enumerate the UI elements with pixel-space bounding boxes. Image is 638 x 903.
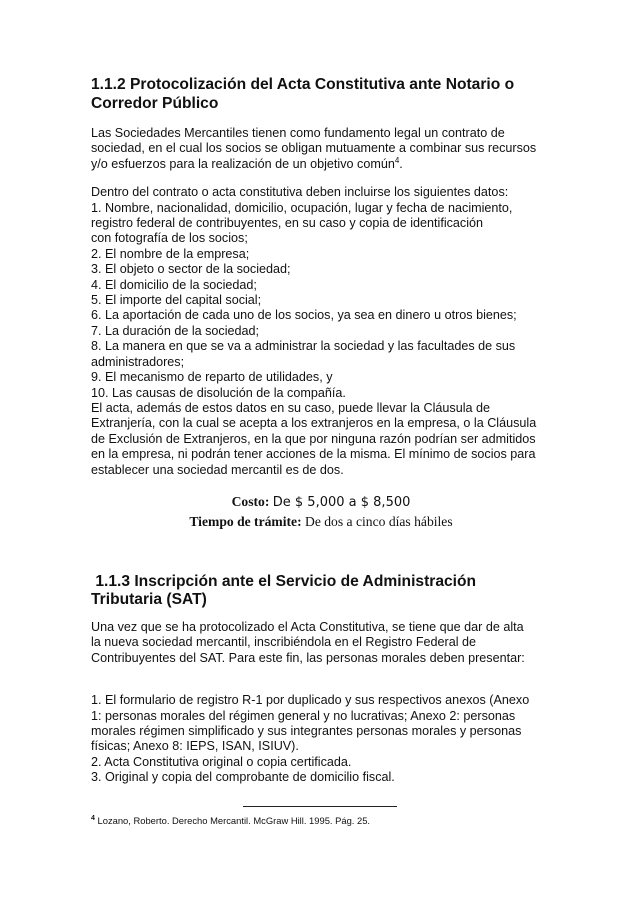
footnote <box>91 815 370 827</box>
text-line: morales régimen simplificado y sus integrantes personas morales y personas <box>91 723 522 738</box>
text-line: Dentro del contrato o acta constitutiva deben incluirse los siguientes datos: <box>91 185 509 200</box>
text-line: en la empresa, ni podrán tener acciones de la misma. El mínimo de socios para <box>91 447 536 462</box>
text-line: registro federal de contribuyentes, en su caso y copia de identificación <box>91 216 484 231</box>
list-item: 8. La manera en que se va a administrar la sociedad y las facultades de sus <box>91 339 516 354</box>
footnote-number: 4 <box>91 814 95 822</box>
time-line <box>91 512 551 531</box>
text-line: establecer una sociedad mercantil es de dos. <box>91 462 344 477</box>
text-line: Una vez que se ha protocolizado el Acta Constitutiva, se tiene que dar de alta <box>91 619 524 634</box>
text-line: la nueva sociedad mercantil, inscribiéndola en el Registro Federal de <box>91 635 477 650</box>
footnote-ref: 4 <box>394 155 400 165</box>
footnote-text: Lozano, Roberto. Derecho Mercantil. McGraw Hill. 1995. Pág. 25. <box>94 815 371 826</box>
list-item: 3. Original y copia del comprobante de domicilio fiscal. <box>91 770 395 785</box>
text-line: administradores; <box>91 354 185 369</box>
list-item: 7. La duración de la sociedad; <box>91 323 260 338</box>
cost-label: Costo: <box>231 493 270 509</box>
intro-paragraph <box>91 126 551 172</box>
list-item: 2. Acta Constitutiva original o copia certificada. <box>91 754 352 769</box>
time-value: De dos a cinco días hábiles <box>305 513 453 529</box>
requirements-list <box>91 185 551 478</box>
text-line: Extranjería, con la cual se acepta a los extranjeros en la empresa, o la Cláusula <box>91 416 537 431</box>
text-line: sociedad, en el cual los socios se obligan mutuamente a combinar sus recursos <box>91 141 537 156</box>
text-line: y/o esfuerzos para la realización de un objetivo común$^4$. <box>91 155 403 171</box>
sat-intro-paragraph <box>91 620 551 666</box>
text-line: Las Sociedades Mercantiles tienen como fundamento legal un contrato de <box>91 126 505 140</box>
cost-line <box>91 492 551 512</box>
footnote-divider <box>243 806 397 807</box>
cost-value: De $ 5,000 a $ 8,500 <box>272 494 411 510</box>
list-item: 2. El nombre de la empresa; <box>91 246 250 261</box>
list-item: 1. El formulario de registro R-1 por duplicado y sus respectivos anexos (Anexo <box>91 693 530 708</box>
text-line: El acta, además de estos datos en su caso, puede llevar la Cláusula de <box>91 400 491 415</box>
list-item: 3. El objeto o sector de la sociedad; <box>91 262 291 277</box>
text-line: de Exclusión de Extranjeros, en la que por ninguna razón podrían ser admitidos <box>91 431 536 446</box>
list-item: 10. Las causas de disolución de la compañía. <box>91 385 346 400</box>
list-item: 4. El domicilio de la sociedad; <box>91 277 257 292</box>
list-item: 9. El mecanismo de reparto de utilidades, y <box>91 370 333 385</box>
sat-requirements-list <box>91 693 551 785</box>
section-heading-protocolizacion: 1.1.2 Protocolización del Acta Constitutiva ante Notario o Corredor Público <box>91 76 515 112</box>
document-page <box>91 76 551 786</box>
section-heading-sat: 1.1.3 Inscripción ante el Servicio de Administración Tributaria (SAT) <box>91 572 477 609</box>
text-line: Contribuyentes del SAT. Para este fin, las personas morales deben presentar: <box>91 650 525 665</box>
list-item: 6. La aportación de cada uno de los socios, ya sea en dinero u otros bienes; <box>91 308 517 323</box>
text-line: 1: personas morales del régimen general y no lucrativas; Anexo 2: personas <box>91 708 516 723</box>
time-label: Tiempo de trámite: <box>189 513 302 529</box>
list-item: 5. El importe del capital social; <box>91 293 262 308</box>
list-item: 1. Nombre, nacionalidad, domicilio, ocupación, lugar y fecha de nacimiento, <box>91 200 513 215</box>
text-line: con fotografía de los socios; <box>91 231 248 246</box>
text-line: físicas; Anexo 8: IEPS, ISAN, ISIUV). <box>91 739 299 754</box>
